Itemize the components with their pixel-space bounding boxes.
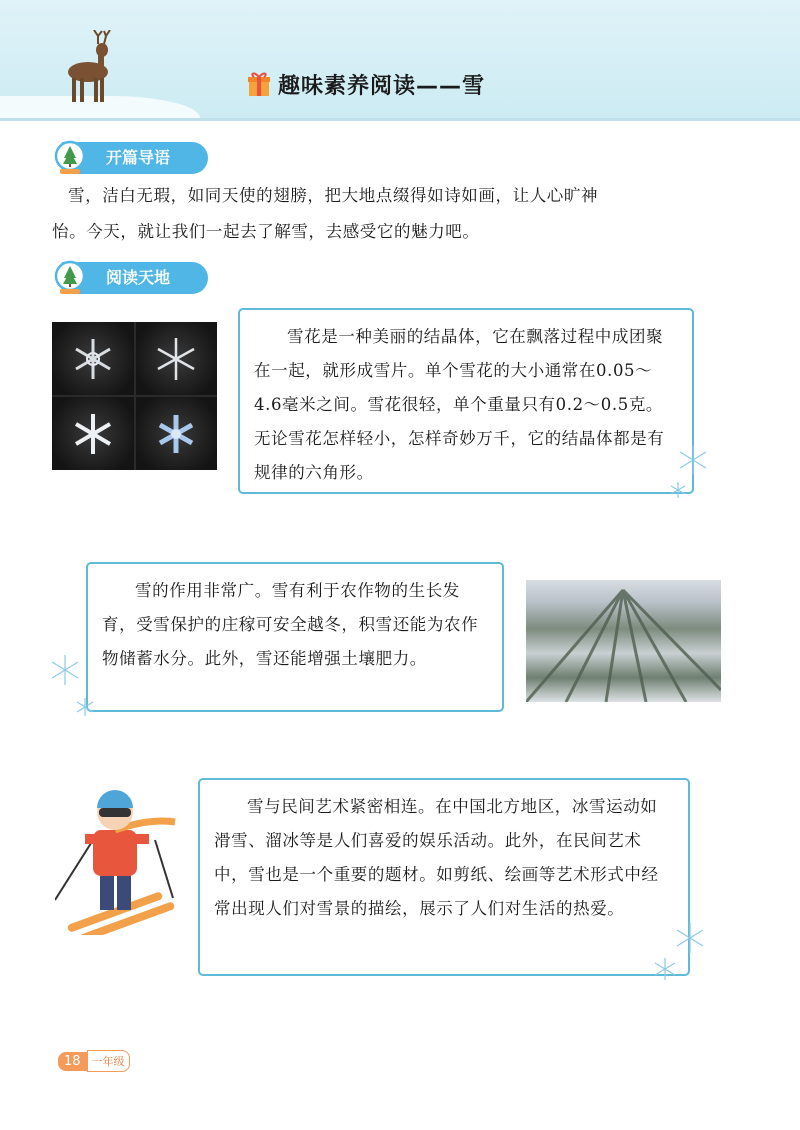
crop-field-icon: [526, 580, 721, 702]
page-footer: [58, 1050, 130, 1072]
snowflake-icon: [668, 440, 718, 500]
text-box-snowflake: [238, 308, 694, 494]
section-label-text: 开篇导语: [62, 142, 208, 174]
intro-line-1: 雪，洁白无瑕，如同天使的翅膀，把大地点缀得如诗如画，让人心旷神: [68, 186, 599, 205]
snow-globe-icon: [52, 260, 88, 296]
page-number: 18: [58, 1052, 87, 1071]
snowflake-icon: [50, 650, 100, 720]
box-paragraph: 雪的作用非常广。雪有利于农作物的生长发育，受雪保护的庄稼可安全越冬，积雪还能为农作物储蓄水分。此外，雪还能增强土壤肥力。: [102, 581, 479, 668]
snow-globe-icon: [52, 140, 88, 176]
page-title: [248, 66, 485, 102]
intro-line-2: 怡。今天，就让我们一起去了解雪，去感受它的魅力吧。: [52, 222, 480, 241]
snowflake-icon: [52, 397, 134, 470]
section-label-reading: [52, 260, 208, 296]
section-label-text: 阅读天地: [62, 262, 208, 294]
box-paragraph: 雪花是一种美丽的结晶体，它在飘落过程中成团聚在一起，就形成雪片。单个雪花的大小通常在0.05～4.6毫米之间。雪花很轻，单个重量只有0.2～0.5克。无论雪花怎样轻小，怎样奇妙万千，它的结晶体都是有规律的六角形。: [254, 327, 665, 482]
header-banner: [0, 0, 800, 121]
snowflake-photo: [52, 322, 217, 470]
deer-icon: [60, 30, 130, 105]
snowflake-icon: [136, 322, 218, 395]
section-label-intro: [52, 140, 208, 176]
snowy-field-photo: [526, 580, 721, 702]
gift-icon: [248, 71, 270, 97]
snowflake-icon: [136, 397, 218, 470]
box-paragraph: 雪与民间艺术紧密相连。在中国北方地区，冰雪运动如滑雪、溜冰等是人们喜爱的娱乐活动。此外，在民间艺术中，雪也是一个重要的题材。如剪纸、绘画等艺术形式中经常出现人们对雪景的描绘，展示了人们对生活的热爱。: [214, 797, 659, 918]
grade-label: 一年级: [87, 1050, 130, 1072]
title-text: 趣味素养阅读——雪: [278, 73, 486, 99]
text-box-uses: [86, 562, 504, 712]
snowflake-icon: [52, 322, 134, 395]
text-box-folk-art: [198, 778, 690, 976]
skier-icon: [55, 780, 185, 935]
snowflake-icon: [650, 918, 710, 990]
